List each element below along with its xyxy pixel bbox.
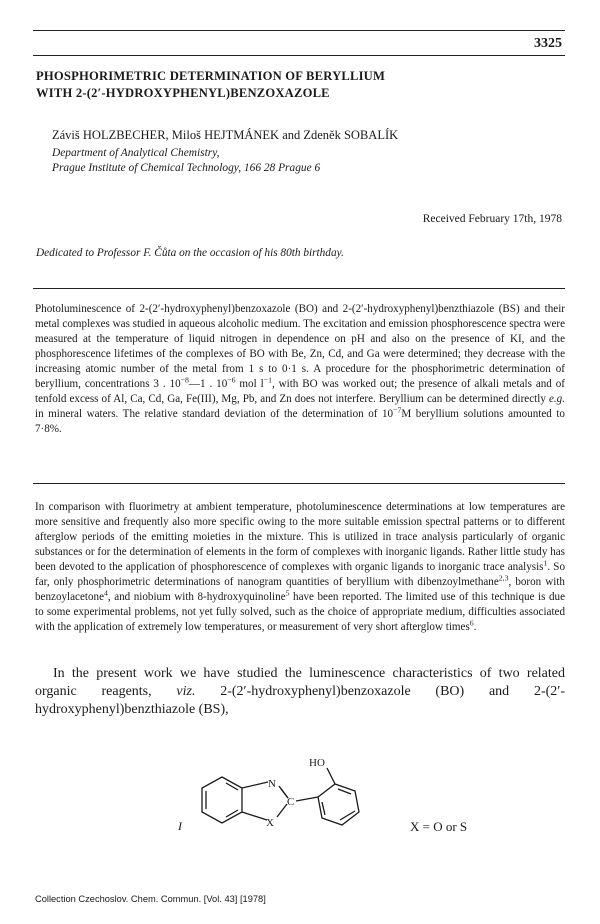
benzo-ring	[202, 777, 242, 823]
page-number: 3325	[534, 36, 562, 51]
authors: Záviš HOLZBECHER, Miloš HEJTMÁNEK and Zdeněk SOBALÍK	[52, 128, 399, 142]
top-rule	[33, 30, 565, 31]
affiliation-line-1: Department of Analytical Chemistry,	[52, 147, 220, 159]
x-label: X	[266, 817, 274, 829]
x-definition: X = O or S	[410, 819, 468, 834]
title-line-1: PHOSPHORIMETRIC DETERMINATION OF BERYLLIUM	[36, 69, 386, 83]
compound-label: I	[178, 819, 182, 833]
introduction-paragraph: In comparison with fluorimetry at ambient temperature, photoluminescence determinations at low temperatures are more sensitive and frequently also more specific owing to the more suitable emission spectral patterns or to different afterglow periods of the emitting moieties in the mixture. This is utilized in trace analysis particularly of organic substances or for the determination of elements in the form of complexes with inorganic ligands. Rather little study has been devoted to the application of phosphorescence of complexes with organic ligands to inorganic trace analysis$^1$. So far, only phosphorimetric determinations of nanogram quantities of beryllium with dibenzoylmethane$^{2,3}$, boron with benzoylacetone$^4$, and niobium with 8-hydroxyquinoline$^5$ have been reported. The limited use of this technique is due to some experimental problems, not yet fully solved, such as the choice of appropriate medium, difficulties associated with the application of extremely low temperatures, or measurement of very short afterglow times$^6$.	[35, 501, 566, 633]
abstract-bottom-rule	[33, 483, 565, 484]
dedication: Dedicated to Professor F. Čůta on the occasion of his 80th birthday.	[36, 247, 344, 259]
affiliation	[52, 146, 320, 176]
ho-label: HO	[309, 757, 325, 769]
chemical-structure	[170, 757, 570, 857]
received-date: Received February 17th, 1978	[422, 213, 562, 225]
present-work-paragraph: In the present work we have studied the luminescence characteristics of two related organic reagents, viz. 2-(2′-hydroxyphenyl)benzoxazole (BO) and 2-(2′-hydroxyphenyl)benzthiazole (BS),	[35, 666, 565, 717]
carbon-label: C	[287, 796, 295, 808]
header-rule	[33, 55, 565, 56]
article-title	[36, 68, 566, 102]
abstract-top-rule	[33, 288, 565, 289]
title-line-2: WITH 2-(2′-HYDROXYPHENYL)BENZOXAZOLE	[36, 86, 330, 100]
abstract: Photoluminescence of 2-(2′-hydroxyphenyl)benzoxazole (BO) and 2-(2′-hydroxyphenyl)benzthiazole (BS) and their metal complexes was studied in aqueous alcoholic medium. The excitation and emission phosphorescence spectra were measured at the temperature of liquid nitrogen in dependence on pH and also on the presence of KI, and the phosphorescence lifetimes of the complexes of BO with Be, Zn, Cd, and Ga were determined; they decrease with the increasing atomic number of the metal from 1 s to 0·1 s. A procedure for the phosphorimetric determination of beryllium, concentrations 3 . $10^{-8}—1$ . $10^{-6}$ mol $l^{-1}$, with BO was worked out; the presence of alkali metals and of tenfold excess of Al, Ca, Cd, Ga, Fe(III), Mg, Pb, and Zn does not interfere. Beryllium can be determined directly e.g. in mineral waters. The relative standard deviation of the determination of $10^{-7}M$ beryllium solutions amounted to 7·8%.	[35, 303, 565, 435]
phenol-ring	[318, 784, 359, 825]
nitrogen-label: N	[268, 778, 276, 790]
journal-footer: Collection Czechoslov. Chem. Commun. [Vol. 43] [1978]	[35, 894, 266, 904]
affiliation-line-2: Prague Institute of Chemical Technology, 166 28 Prague 6	[52, 162, 321, 174]
